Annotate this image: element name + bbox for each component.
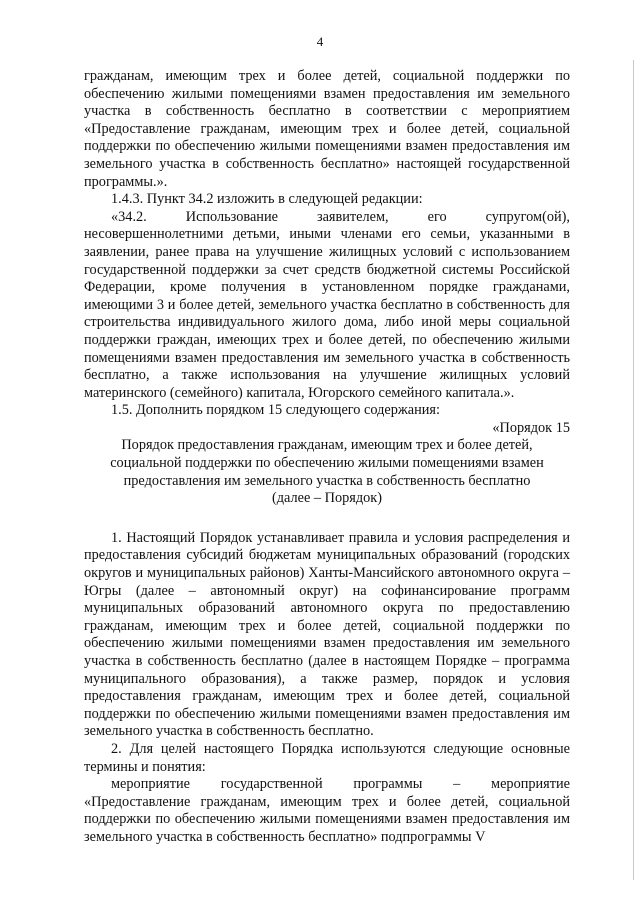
- procedure-subtitle: (далее – Порядок): [272, 490, 382, 507]
- scan-edge-line: [633, 60, 634, 880]
- paragraph-amendment-1-5: 1.5. Дополнить порядком 15 следующего содержания:: [111, 402, 440, 419]
- paragraph-continuation: гражданам, имеющим трех и более детей, социальной поддержки по обеспечению жилыми помещениями взамен предоставления им земельного участка в собственность бесплатно в соответствии с мероприятием «Предоставление гражданам, имеющим трех и более детей, социальной поддержки по обеспечению жилыми помещениями взамен предоставления им земельного участка в собственность бесплатно» настоящей государственной программы.».: [84, 68, 570, 190]
- appendix-label: «Порядок 15: [492, 419, 570, 436]
- paragraph-amendment-1-4-3: 1.4.3. Пункт 34.2 изложить в следующей редакции:: [111, 191, 423, 208]
- page-number: 4: [316, 34, 324, 49]
- paragraph-item-1: 1. Настоящий Порядок устанавливает правила и условия распределения и предоставления субсидий бюджетам муниципальных образований (городских округов и муниципальных районов) Ханты-Мансийского автономного округа – Югры (далее – автономный округ) на софинансирование программ муниципальных образований автономного округа по предоставлению гражданам, имеющим трех и более детей, социальной поддержки по обеспечению жилыми помещениями взамен предоставления им земельного участка в собственность бесплатно (далее в настоящем Порядке – программа муниципального образования), а также размер, порядок и условия предоставления гражданам, имеющим трех и более детей, социальной поддержки по обеспечению жилыми помещениями взамен предоставления им земельного участка в собственность бесплатно.: [84, 529, 570, 740]
- paragraph-item-2: 2. Для целей настоящего Порядка используются следующие основные термины и понятия:: [84, 740, 570, 775]
- procedure-title: Порядок предоставления гражданам, имеющим трех и более детей, социальной поддержки по обеспечению жилыми помещениями взамен предоставления им земельного участка в собственность бесплатно: [110, 437, 544, 489]
- paragraph-definition: мероприятие государственной программы – мероприятие «Предоставление гражданам, имеющим трех и более детей, социальной поддержки по обеспечению жилыми помещениями взамен предоставления им земельного участка в собственность бесплатно» подпрограммы V: [84, 776, 570, 845]
- paragraph-clause-34-2: «34.2. Использование заявителем, его супругом(ой), несовершеннолетними детьми, иными членами его семьи, указанными в заявлении, ранее права на улучшение жилищных условий с использованием государственной поддержки за счет средств бюджетной системы Российской Федерации, кроме получения в установленном порядке гражданами, имеющими 3 и более детей, земельного участка бесплатно в собственность для строительства индивидуального жилого дома, либо иной меры социальной поддержки граждан, имеющих трех и более детей, по обеспечению жилыми помещениями взамен предоставления им земельного участка в собственность бесплатно, а также использования на улучшение жилищных условий материнского (семейного) капитала, Югорского семейного капитала.».: [84, 208, 570, 401]
- document-body: [84, 68, 570, 847]
